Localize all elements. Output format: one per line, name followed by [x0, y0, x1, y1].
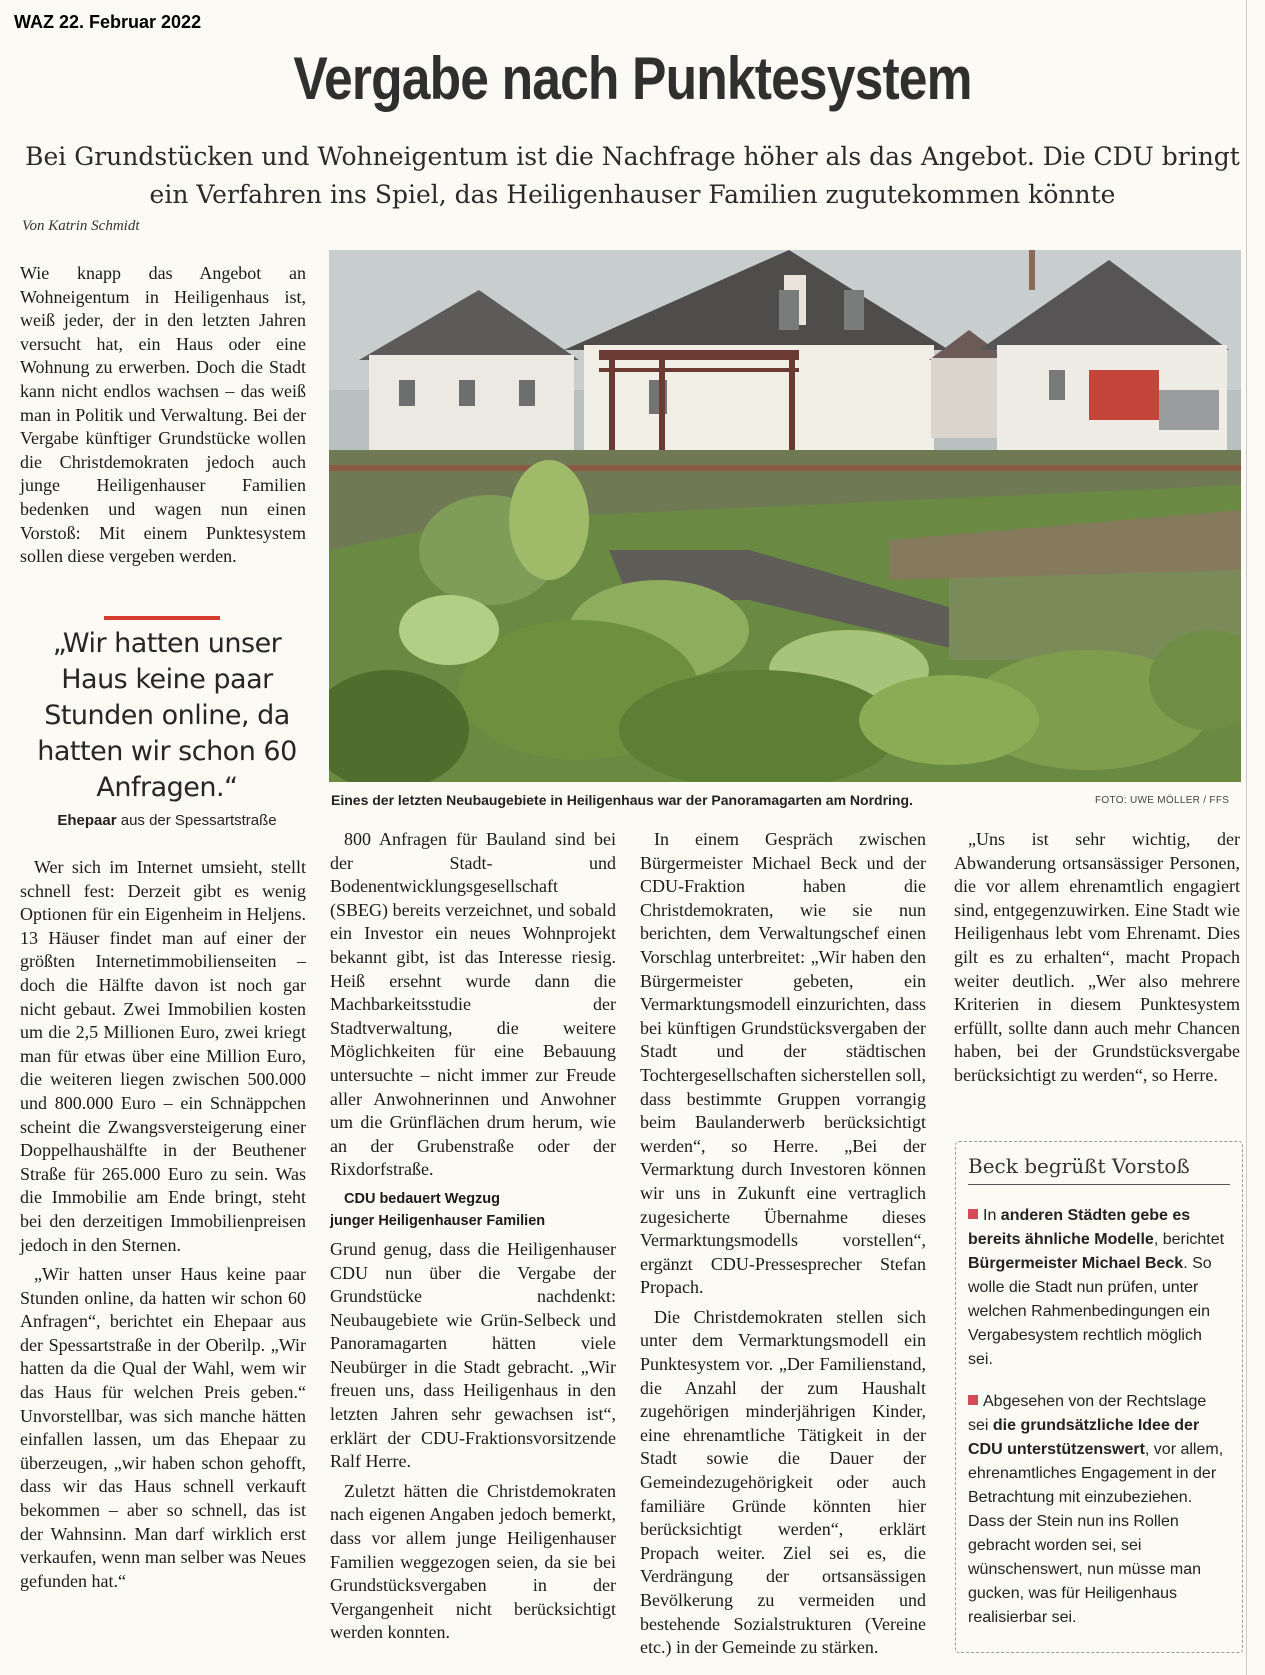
sidebar-box [955, 1141, 1243, 1653]
bullet-square-icon [968, 1209, 978, 1219]
sidebar-text: , vor allem, ehrenamtliches Engagement in der Betrachtung mit einzubeziehen. Dass der Stein nun ins Rollen gebracht worden sei, sei wünschenswert, nun müsse man gucken, was für Heiligenhaus realisierbar sei. [968, 1441, 1224, 1626]
body-paragraph: 800 Anfragen für Bauland sind bei der Stadt- und Bodenentwicklungsgesellschaft (SBEG) bereits verzeichnet, und sobald ein Investor ein neues Wohnprojekt bekannt gibt, ist das Interesse riesig. Heiß ersehnt wurde dann die Machbarkeitsstudie der Stadtverwaltung, die weitere Möglichkeiten für eine Bebauung untersuchte – nicht immer zur Freude aller Anwohnerinnen und Anwohner um die Grünflächen drum herum, wie an der Grubenstraße oder der Rixdorfstraße. [330, 829, 616, 1180]
body-column-4 [954, 828, 1240, 1094]
sidebar-paragraph [968, 1204, 1230, 1372]
body-paragraph: „Uns ist sehr wichtig, der Abwanderung ortsansässiger Personen, die vor allem ehrenamtlich engagiert sind, entgegenzuwirken. Eine Stadt wie Heiligenhaus lebt vom Ehrenamt. Dies gilt es zu erhalten“, macht Propach weiter deutlich. „Wer also mehrere Kriterien in diesem Punktesystem erfüllt, sollte dann auch mehr Chancen haben, bei der Grundstücksvergabe berücksichtigt zu werden“, so Herre. [954, 829, 1240, 1085]
body-column-1 [20, 856, 306, 1599]
sidebar-bold-text: anderen Städten gebe es bereits ähnliche Modelle [968, 1207, 1191, 1248]
sidebar-text: Abgesehen von der Rechtslage sei [968, 1393, 1207, 1434]
body-paragraph: Die Christdemokraten stellen sich unter dem Vermarktungsmodell ein Punktesystem vor. „Der Familienstand, die Anzahl der zum Haushalt zugehörigen minderjährigen Kinder, eine ehrenamtliche Tätigkeit in der Stadt sowie die Dauer der Gemeindezugehörigkeit oder auch familiäre Gründe könnten hier berücksichtigt werden“, erklärt Propach weiter. Ziel sei es, die Verdrängung der ortsansässigen Bevölkerung zu vermeiden und bestehende Sozialstrukturen (Vereine etc.) in der Gemeinde zu stärken. [640, 1306, 926, 1658]
quote-accent-bar [104, 616, 220, 620]
source-date-label: WAZ 22. Februar 2022 [14, 12, 202, 32]
body-column-3 [640, 828, 926, 1666]
sidebar-body [968, 1204, 1230, 1648]
body-paragraph: „Wir hatten unser Haus keine paar Stunden online, da hatten wir schon 60 Anfragen“, berichtet ein Ehepaar aus der Spessartstraße in der Oberilp. „Wir hatten da die Qual der Wahl, wem wir das Haus für welchen Preis geben.“ Unvorstellbar, was sich manche hätten einfallen lassen, um das Ehepaar zu überzeugen, „wir haben schon gehofft, dass wir das Haus schnell verkauft bekommen – aber so schnell, das ist der Wahnsinn. Man darf wirklich erst verkaufen, wenn man selber was Neues gefunden hat.“ [20, 1264, 306, 1591]
photo-credit: FOTO: UWE MÖLLER / FFS [1095, 795, 1230, 806]
pull-quote-source [22, 812, 312, 829]
section-subheading [330, 1188, 616, 1232]
subheadline: Bei Grundstücken und Wohneigentum ist die Nachfrage höher als das Angebot. Die CDU bringt ein Verfahren ins Spiel, das Heiligenhauser Familien zugutekommen könnte [25, 142, 1240, 209]
byline: Von Katrin Schmidt [22, 218, 140, 234]
bullet-square-icon [968, 1395, 978, 1405]
quote-source-bold: Ehepaar [57, 812, 117, 829]
sidebar-text: , berichtet [1153, 1231, 1225, 1248]
photo-caption: Eines der letzten Neubaugebiete in Heiligenhaus war der Panoramagarten am Nordring. [331, 792, 913, 808]
headline: Vergabe nach Punktesystem [293, 45, 972, 112]
sidebar-text: . So wolle die Stadt nun prüfen, unter welchen Rahmenbedingungen ein Vergabesystem rechtlich möglich sei. [968, 1255, 1212, 1368]
body-paragraph: Wer sich im Internet umsieht, stellt schnell fest: Derzeit gibt es wenig Optionen für ein Eigenheim in Heljens. 13 Häuser findet man auf einer der größten Internetimmobilienseiten – doch die Hälfte davon ist noch gar nicht gebaut. Zwei Immobilien kosten um die 2,5 Millionen Euro, zwei kriegt man für etwas über eine Million Euro, die weiteren liegen zwischen 500.000 und 800.000 Euro – ein Schnäppchen scheint die Zwangsversteigerung einer Doppelhaushälfte in der Beuthener Straße für 265.000 Euro zu sein. Was die Immobilie am Ende bringt, steht bei den derzeitigen Immobilienpreisen jedoch in den Sternen. [20, 857, 306, 1255]
body-paragraph: In einem Gespräch zwischen Bürgermeister Michael Beck und der CDU-Fraktion haben die Christdemokraten, wie sie nun berichten, dem Verwaltungschef einen Vorschlag unterbreitet: „Wir haben den Bürgermeister gebeten, ein Vermarktungsmodell einzurichten, dass bei künftigen Grundstücksvergaben der Stadt und der städtischen Tochtergesellschaften sicherstellen soll, dass bestimmte Gruppen vorrangig beim Baulanderwerb berücksichtigt werden“, so Herre. „Bei der Vermarktung durch Investoren können wir uns in Zukunft eine vertraglich zugesicherte Übernahme dieses Vermarktungsmodells vorstellen“, ergänzt CDU-Pressesprecher Stefan Propach. [640, 829, 926, 1298]
garden-houses-photo [329, 250, 1241, 782]
sidebar-title: Beck begrüßt Vorstoß [968, 1154, 1230, 1185]
subheading-line-2: junger Heiligenhauser Familien [330, 1212, 546, 1229]
pull-quote: „Wir hatten unser Haus keine paar Stunden online, da hatten wir schon 60 Anfragen.“ [37, 628, 297, 803]
page-edge [1246, 0, 1247, 1675]
sidebar-paragraph [968, 1390, 1230, 1630]
body-column-2 [330, 828, 616, 1651]
article-photo [329, 250, 1241, 782]
quote-source-rest: aus der Spessartstraße [116, 812, 277, 829]
body-paragraph: Zuletzt hätten die Christdemokraten nach eigenen Angaben jedoch bemerkt, dass vor allem junge Heiligenhauser Familien weggezogen seien, da sie bei Grundstücksvergaben in der Vergangenheit nicht berücksichtigt werden konnten. [330, 1480, 616, 1643]
sidebar-bold-text: die grundsätzliche Idee der CDU unterstützenswert [968, 1417, 1200, 1458]
intro-paragraph: Wie knapp das Angebot an Wohneigentum in Heiligenhaus ist, weiß jeder, der in den letzten Jahren versucht hat, ein Haus oder eine Wohnung zu erwerben. Doch die Stadt kann nicht endlos wachsen – das weiß man in Politik und Verwaltung. Bei der Vergabe künftiger Grundstücke wollen die Christdemokraten jedoch auch junge Heiligenhauser Familien bedenken und wagen nun einen Vorstoß: Mit einem Punktesystem sollen diese vergeben werden. [20, 263, 306, 567]
body-paragraph: Grund genug, dass die Heiligenhauser CDU nun über die Vergabe der Grundstücke nachdenkt: Neubaugebiete wie Grün-Selbeck und Panoramagarten hätten viele Neubürger in die Stadt gebracht. „Wir freuen uns, dass Heiligenhaus in den letzten Jahren sehr gewachsen ist“, erklärt der CDU-Fraktionsvorsitzende Ralf Herre. [330, 1238, 616, 1472]
sidebar-bold-text: Bürgermeister Michael Beck [968, 1255, 1184, 1272]
subheading-line-1: CDU bedauert Wegzug [344, 1190, 501, 1207]
sidebar-text: In [983, 1207, 1001, 1224]
intro-column [20, 262, 306, 575]
